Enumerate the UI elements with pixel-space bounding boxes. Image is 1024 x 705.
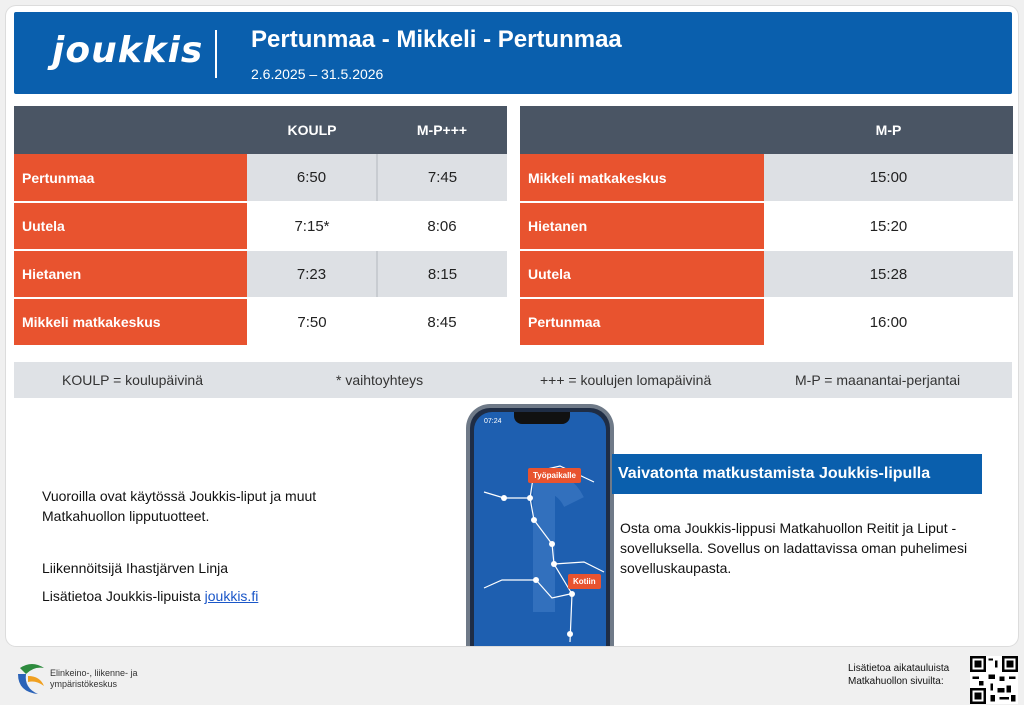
joukkis-link[interactable]: joukkis.fi: [204, 588, 259, 604]
qr-code-icon[interactable]: [970, 656, 1018, 704]
legend-bar: [14, 362, 1012, 398]
departure-time: 8:45: [377, 298, 507, 346]
departure-time: 15:20: [764, 202, 1013, 250]
promo-heading: Vaivatonta matkustamista Joukkis-lipulla: [612, 454, 982, 494]
table-row: [14, 250, 507, 298]
legend-koulp: KOULP = koulupäivinä: [62, 372, 203, 388]
table-row: [520, 154, 1013, 202]
table-row: [520, 202, 1013, 250]
mp-plus-column-header: M-P+++: [377, 106, 507, 154]
departure-time: 15:00: [764, 154, 1013, 202]
koulp-column-header: KOULP: [247, 106, 377, 154]
page-title: Pertunmaa - Mikkeli - Pertunmaa: [251, 26, 622, 53]
ely-logo-icon: [16, 660, 46, 696]
ticket-info: Vuoroilla ovat käytössä Joukkis-liput ja muut Matkahuollon lipputuotteet.: [42, 488, 317, 524]
departure-time: 8:06: [377, 202, 507, 250]
phone-illustration: [466, 404, 614, 646]
stop-column-header: [14, 106, 247, 154]
logo-divider: [215, 30, 217, 78]
stop-name: Pertunmaa: [14, 154, 247, 202]
departure-time: 6:50: [247, 154, 377, 202]
departure-time: 8:15: [377, 250, 507, 298]
stop-name: Mikkeli matkakeskus: [14, 298, 247, 346]
departure-time: 16:00: [764, 298, 1013, 346]
date-range: 2.6.2025 – 31.5.2026: [251, 66, 384, 82]
departure-time: 15:28: [764, 250, 1013, 298]
stop-name: Hietanen: [14, 250, 247, 298]
return-timetable: [520, 106, 1013, 347]
phone-notch: [514, 412, 570, 424]
header-banner: [14, 12, 1012, 94]
joukkis-logo: joukkis: [52, 30, 204, 71]
legend-plus: +++ = koulujen lomapäivinä: [540, 372, 712, 388]
phone-clock: 07:24: [484, 418, 502, 425]
more-info: [42, 588, 258, 604]
departure-time: 7:50: [247, 298, 377, 346]
ely-line-1: Elinkeino-, liikenne- ja: [50, 668, 138, 678]
table-row: [520, 250, 1013, 298]
departure-time: 7:23: [247, 250, 377, 298]
stop-name: Uutela: [520, 250, 764, 298]
table-row: [14, 154, 507, 202]
outbound-timetable: [14, 106, 507, 347]
qr-caption-line-1: Lisätietoa aikatauluista: [848, 663, 950, 674]
stop-name: Hietanen: [520, 202, 764, 250]
more-info-prefix: Lisätietoa Joukkis-lipuista: [42, 588, 205, 604]
departure-time: 7:15*: [247, 202, 377, 250]
pin-home: Kotiin: [568, 574, 601, 589]
stop-name: Pertunmaa: [520, 298, 764, 346]
legend-star: * vaihtoyhteys: [336, 372, 424, 388]
route-map-graphic: [474, 412, 606, 646]
ely-line-2: ympäristökeskus: [50, 679, 118, 689]
promo-text: Osta oma Joukkis-lippusi Matkahuollon Reitit ja Liput -sovelluksella. Sovellus on ladattavissa oman puhelimesi sovelluskaupasta.: [620, 520, 968, 576]
operator-info: Liikennöitsijä Ihastjärven Linja: [42, 560, 228, 576]
pin-work: Työpaikalle: [528, 468, 581, 483]
mp-column-header: M-P: [764, 106, 1013, 154]
ely-caption: [50, 668, 138, 690]
qr-caption-line-2: Matkahuollon sivuilta:: [848, 676, 944, 687]
legend-mp: M-P = maanantai-perjantai: [795, 372, 961, 388]
departure-time: 7:45: [377, 154, 507, 202]
stop-name: Uutela: [14, 202, 247, 250]
table-row: [14, 202, 507, 250]
phone-screen: [474, 412, 606, 646]
qr-caption: [848, 662, 949, 688]
table-row: [520, 298, 1013, 346]
stop-column-header: [520, 106, 764, 154]
table-row: [14, 298, 507, 346]
stop-name: Mikkeli matkakeskus: [520, 154, 764, 202]
